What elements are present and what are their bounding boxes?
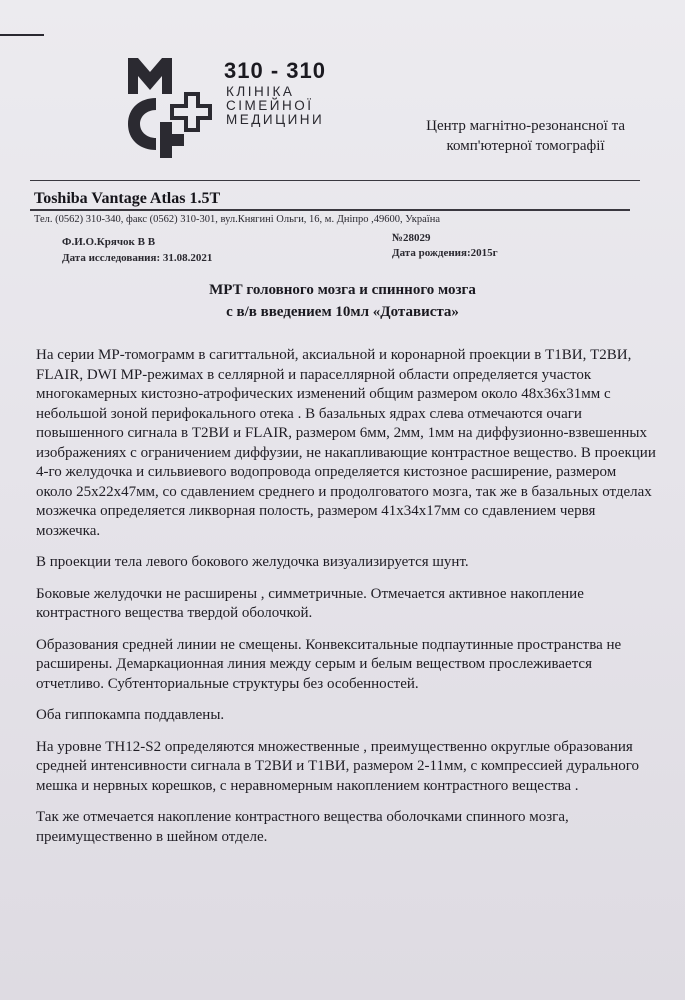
- divider-top: [30, 180, 640, 181]
- clinic-name-line-1: КЛІНІКА: [226, 84, 295, 99]
- clinic-name-line-2: СІМЕЙНОЇ: [226, 98, 314, 113]
- top-mark: [0, 34, 44, 36]
- center-name-line-2: комп'ютерної томографії: [446, 138, 605, 154]
- paragraph: В проекции тела левого бокового желудочка визуализируется шунт.: [36, 554, 469, 570]
- paragraph: Так же отмечается накопление контрастного вещества оболочками спинного мозга, преимущественно в шейном отделе.: [36, 809, 569, 845]
- report-body: [36, 346, 656, 859]
- record-number: №28029: [392, 232, 431, 244]
- divider-bottom: [30, 209, 630, 211]
- clinic-name-line-3: МЕДИЦИНИ: [226, 112, 325, 127]
- patient-name: Ф.И.О.Крячок В В: [62, 236, 156, 248]
- paragraph: Образования средней линии не смещены. Конвекситальные подпаутинные пространства не расширены. Демаркационная линия между серым и белым веществом прослеживается отчетливо. Субтенториальные структуры без особенностей.: [36, 636, 622, 692]
- paragraph: На серии МР-томограмм в сагиттальной, аксиальной и коронарной проекции в Т1ВИ, Т2ВИ, FLAIR, DWI МР-режимах в селлярной и параселлярной области определяется участок многокамерных кистозно-атрофических изменений общим размером около 48х36х31мм с небольшой зоной перифокального отека . В базальных ядрах слева отмечаются очаги повышенного сигнала в Т2ВИ и FLAIR, размером 6мм, 2мм, 1мм на диффузионно-взвешенных изображениях с ограничением диффузии, не накапливающие контрастное вещество. В проекции 4-го желудочка и сильвиевого водопровода определяется кистозное расширение, размером около 25х22х47мм, со сдавлением среднего и продолговатого мозга, так же в базальных отделах мозжечка определяется ликворная полость, размером 41х34х17мм со сдавлением червя мозжечка.: [36, 347, 656, 539]
- paragraph: Боковые желудочки не расширены , симметричные. Отмечается активное накопление контрастного вещества твердой оболочкой.: [36, 585, 584, 621]
- paragraph: На уровне ТН12-S2 определяются множественные , преимущественно округлые образования средней интенсивности сигнала в Т2ВИ и Т1ВИ, размером 2-11мм, с компрессией дурального мешка и нервных корешков, с неравномерным накоплением контрастного вещества .: [36, 738, 640, 794]
- contacts-line: Тел. (0562) 310-340, факс (0562) 310-301, вул.Княгині Ольги, 16, м. Дніпро ,49600, Україна: [34, 214, 440, 225]
- clinic-number: 310 - 310: [224, 58, 326, 83]
- scanner-model: Toshiba Vantage Atlas 1.5T: [34, 190, 221, 207]
- center-name-line-1: Центр магнітно-резонансної та: [426, 118, 625, 134]
- report-title-line-1: МРТ головного мозга и спинного мозга: [209, 282, 476, 298]
- exam-date: Дата исследования: 31.08.2021: [62, 252, 213, 264]
- paragraph: Оба гиппокампа поддавлены.: [36, 707, 225, 723]
- report-title-line-2: с в/в введением 10мл «Дотависта»: [226, 304, 459, 320]
- clinic-logo-icon: [110, 50, 220, 162]
- center-name: [426, 116, 625, 156]
- birth-date: Дата рождения:2015г: [392, 247, 498, 259]
